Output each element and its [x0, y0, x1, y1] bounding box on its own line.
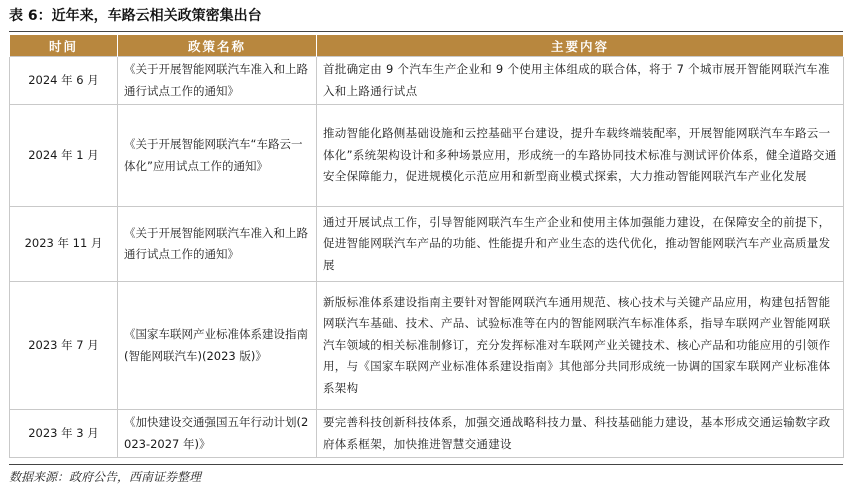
- row-main-content: 要完善科技创新科技体系，加强交通战略科技力量、科技基础能力建设，基本形成交通运输数字政府体系框架，加快推进智慧交通建设: [317, 410, 844, 458]
- table-row: [10, 410, 844, 458]
- policy-table: [9, 35, 844, 458]
- table-row: [10, 207, 844, 282]
- table-row: [10, 282, 844, 410]
- row-policy-name: 《关于开展智能网联汽车“车路云一体化”应用试点工作的通知》: [118, 105, 317, 207]
- row-main-content: 新版标准体系建设指南主要针对智能网联汽车通用规范、核心技术与关键产品应用，构建包括智能网联汽车基础、技术、产品、试验标准等在内的智能网联汽车标准体系，指导车联网产业智能网联汽车领域的相关标准制修订，充分发挥标准对车联网产业关键技术、核心产品和功能应用的引领作用，与《国家车联网产业标准体系建设指南》其他部分共同形成统一协调的国家车联网产业标准体系架构: [317, 282, 844, 410]
- table-row: [10, 105, 844, 207]
- row-policy-name: 《关于开展智能网联汽车准入和上路通行试点工作的通知》: [118, 57, 317, 105]
- row-main-content: 通过开展试点工作，引导智能网联汽车生产企业和使用主体加强能力建设，在保障安全的前提下，促进智能网联汽车产品的功能、性能提升和产业生态的迭代优化，推动智能网联汽车产业高质量发展: [317, 207, 844, 282]
- row-main-content: 首批确定由 9 个汽车生产企业和 9 个使用主体组成的联合体，将于 7 个城市展开智能网联汽车准入和上路通行试点: [317, 57, 844, 105]
- row-time: 2024 年 1 月: [10, 105, 118, 207]
- row-policy-name: 《国家车联网产业标准体系建设指南(智能网联汽车)(2023 版)》: [118, 282, 317, 410]
- header-policy-name: 政策名称: [118, 35, 317, 57]
- row-policy-name: 《关于开展智能网联汽车准入和上路通行试点工作的通知》: [118, 207, 317, 282]
- header-time: 时间: [10, 35, 118, 57]
- row-policy-name: 《加快建设交通强国五年行动计划(2023-2027 年)》: [118, 410, 317, 458]
- header-main-content: 主要内容: [317, 35, 844, 57]
- row-main-content: 推动智能化路侧基础设施和云控基础平台建设，提升车载终端装配率，开展智能网联汽车车路云一体化”系统架构设计和多种场景应用，形成统一的车路协同技术标准与测试评价体系，健全道路交通安全保障能力，促进规模化示范应用和新型商业模式探索，大力推动智能网联汽车产业化发展: [317, 105, 844, 207]
- table-title: 表 6：近年来，车路云相关政策密集出台: [9, 8, 262, 24]
- row-time: 2023 年 7 月: [10, 282, 118, 410]
- source-note: 数据来源：政府公告，西南证券整理: [9, 470, 202, 484]
- table-header-row: [10, 35, 844, 57]
- row-time: 2023 年 11 月: [10, 207, 118, 282]
- table-row: [10, 57, 844, 105]
- top-rule: [9, 31, 843, 32]
- bottom-rule: [9, 464, 843, 465]
- row-time: 2024 年 6 月: [10, 57, 118, 105]
- row-time: 2023 年 3 月: [10, 410, 118, 458]
